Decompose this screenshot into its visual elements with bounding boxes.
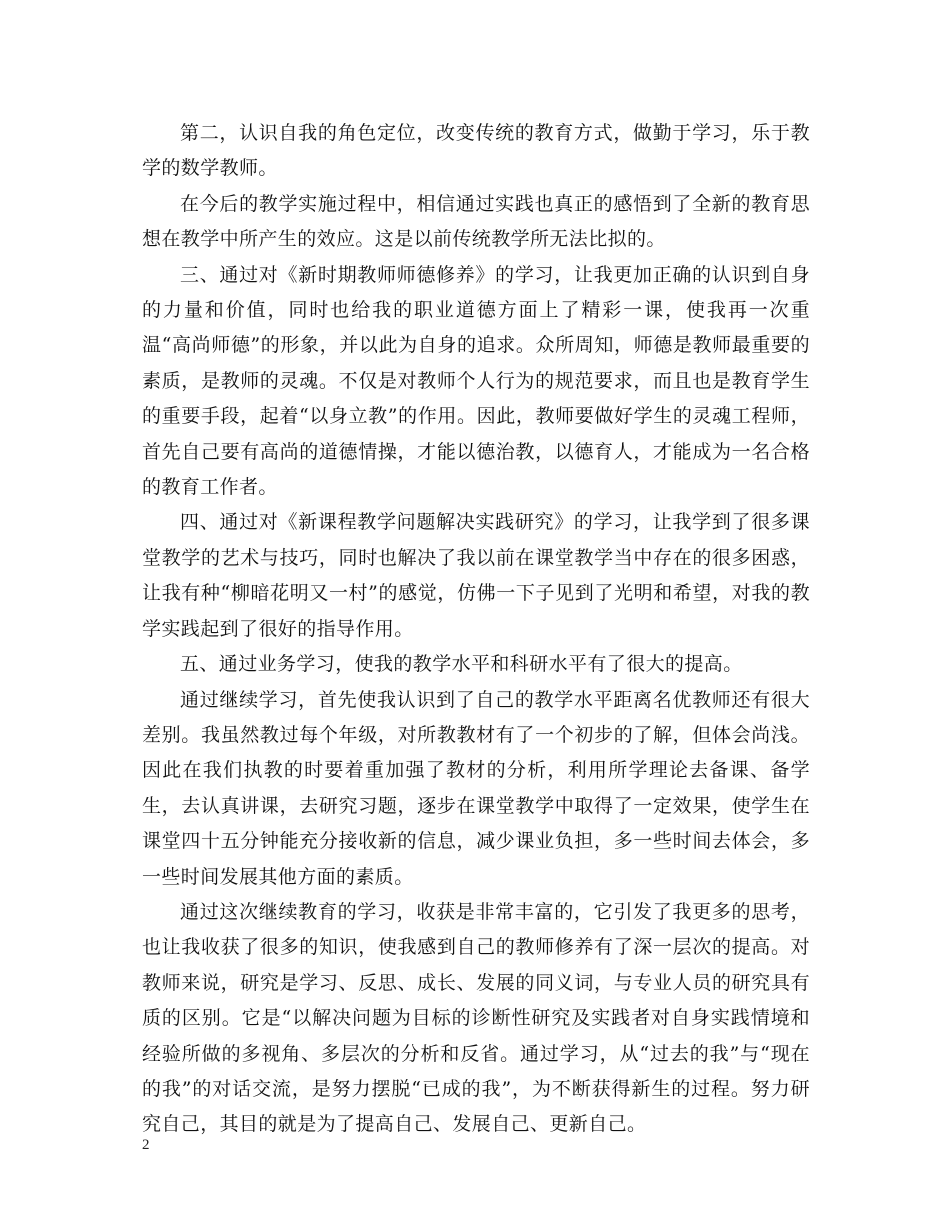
paragraph: 五、通过业务学习，使我的教学水平和科研水平有了很大的提高。 [180, 653, 743, 676]
paragraph: 通过继续学习，首先使我认识到了自己的教学水平距离名优教师还有很大差别。我虽然教过每个年级，对所教教材有了一个初步的了解，但体会尚浅。因此在我们执教的时要着重加强了教材的分析，利用所学理论去备课、备学生，去认真讲课，去研究习题，逐步在课堂教学中取得了一定效果，使学生在课堂四十五分钟能充分接收新的信息，减少课业负担，多一些时间去体会，多一些时间发展其他方面的素质。 [142, 688, 810, 888]
paragraph: 在今后的教学实施过程中，相信通过实践也真正的感悟到了全新的教育思想在教学中所产生的效应。这是以前传统教学所无法比拟的。 [142, 192, 810, 251]
paragraph: 第二，认识自我的角色定位，改变传统的教育方式，做勤于学习，乐于教学的数学教师。 [142, 122, 810, 180]
paragraph: 四、通过对《新课程教学问题解决实践研究》的学习，让我学到了很多课堂教学的艺术与技巧，同时也解决了我以前在课堂教学当中存在的很多困惑，让我有种“柳暗花明又一村”的感觉，仿佛一下子见到了光明和希望，对我的教学实践起到了很好的指导作用。 [142, 511, 810, 640]
paragraph: 三、通过对《新时期教师师德修养》的学习，让我更加正确的认识到自身的力量和价值，同时也给我的职业道德方面上了精彩一课，使我再一次重温“高尚师德”的形象，并以此为自身的追求。众所周知，师德是教师最重要的素质，是教师的灵魂。不仅是对教师个人行为的规范要求，而且也是教育学生的重要手段，起着“以身立教”的作用。因此，教师要做好学生的灵魂工程师，首先自己要有高尚的道德情操，才能以德治教，以德育人，才能成为一名合格的教育工作者。 [142, 263, 810, 499]
paragraph: 通过这次继续教育的学习，收获是非常丰富的，它引发了我更多的思考，也让我收获了很多的知识，使我感到自己的教师修养有了深一层次的提高。对教师来说，研究是学习、反思、成长、发展的同义词，与专业人员的研究具有质的区别。它是“以解决问题为目标的诊断性研究及实践者对自身实践情境和经验所做的多视角、多层次的分析和反省。通过学习，从“过去的我”与“现在的我”的对话交流，是努力摆脱“已成的我”，为不断获得新生的过程。努力研究自己，其目的就是为了提高自己、发展自己、更新自己。 [142, 900, 810, 1136]
document-body [142, 116, 810, 1143]
page-number: 2 [142, 1137, 150, 1153]
